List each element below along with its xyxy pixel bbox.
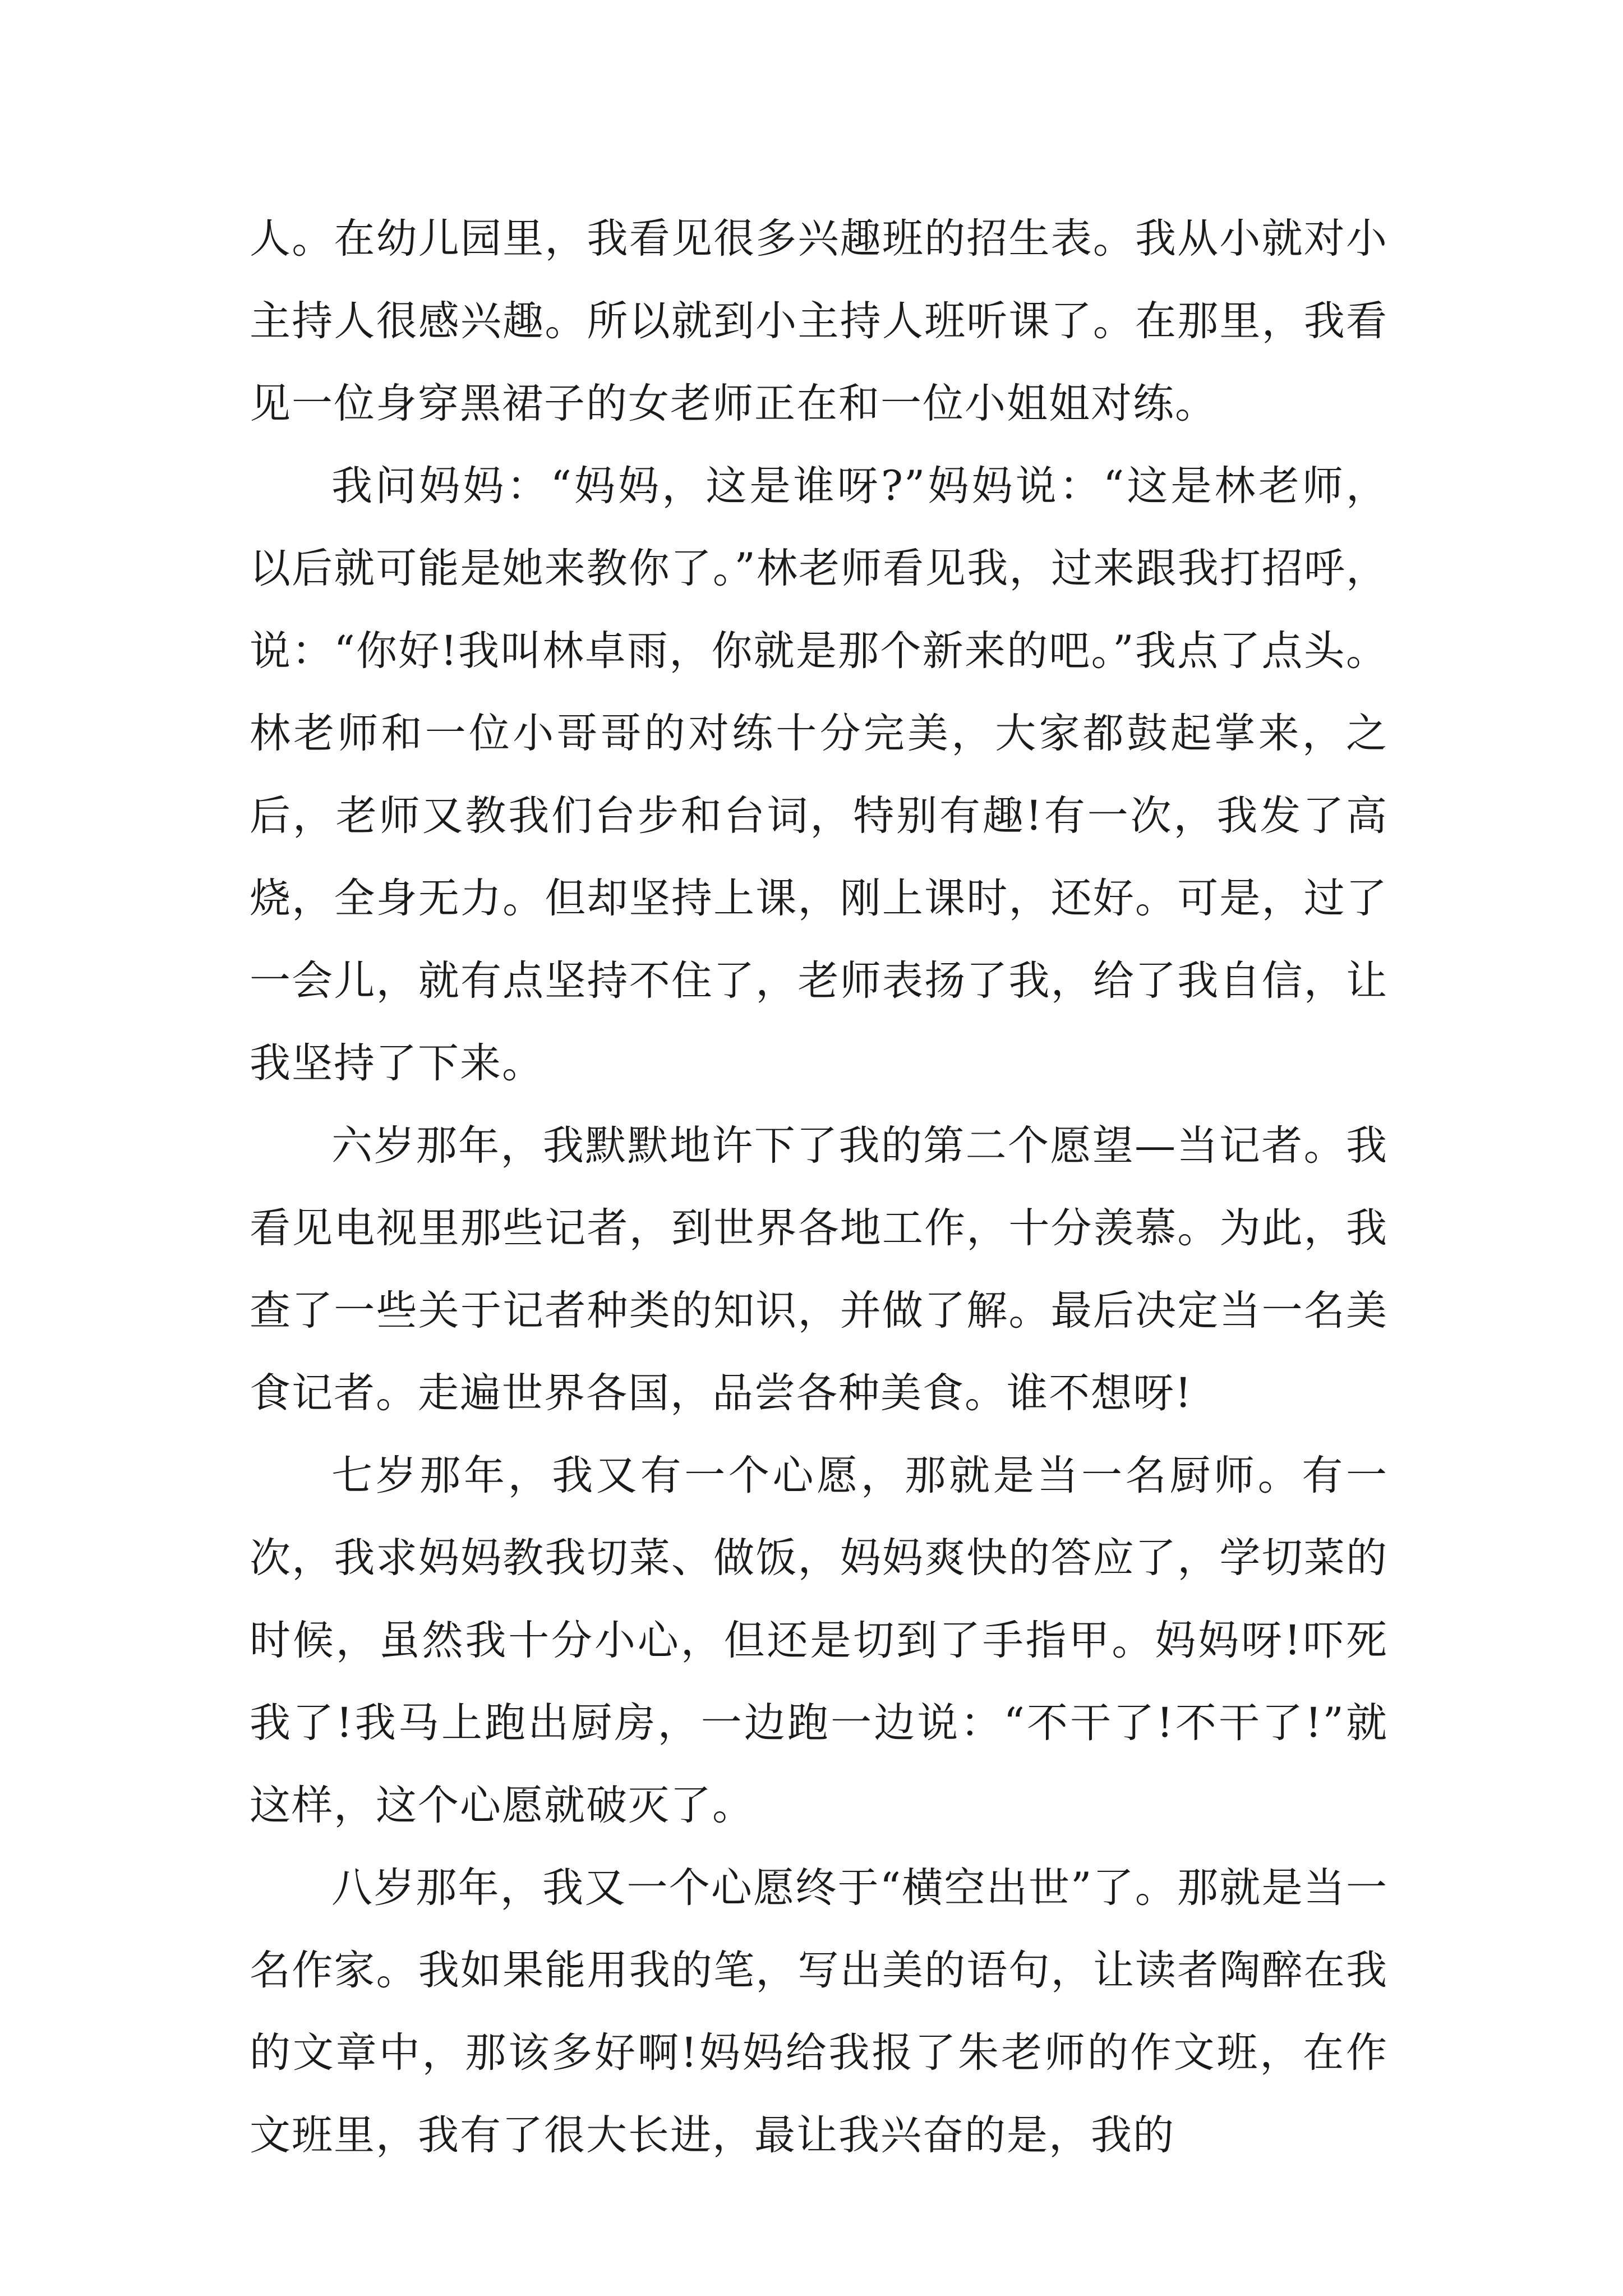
- paragraph-age-eight: 八岁那年，我又一个心愿终于“横空出世”了。那就是当一名作家。我如果能用我的笔，写出美的语句，让读者陶醉在我的文章中，那该多好啊!妈妈给我报了朱老师的作文班，在作文班里，我有了很大长进，最让我兴奋的是，我的: [250, 1864, 1388, 2159]
- paragraph-age-six: 六岁那年，我默默地许下了我的第二个愿望—当记者。我看见电视里那些记者，到世界各地工作，十分羡慕。为此，我查了一些关于记者种类的知识，并做了解。最后决定当一名美食记者。走遍世界各国，品尝各种美食。谁不想呀!: [250, 1122, 1388, 1417]
- paragraph-teacher-lin: 我问妈妈：“妈妈，这是谁呀?”妈妈说：“这是林老师，以后就可能是她来教你了。”林老师看见我，过来跟我打招呼，说：“你好!我叫林卓雨，你就是那个新来的吧。”我点了点头。林老师和一位小哥哥的对练十分完美，大家都鼓起掌来，之后，老师又教我们台步和台词，特别有趣!有一次，我发了高烧，全身无力。但却坚持上课，刚上课时，还好。可是，过了一会儿，就有点坚持不住了，老师表扬了我，给了我自信，让我坚持了下来。: [250, 462, 1388, 1087]
- paragraph-age-seven: 七岁那年，我又有一个心愿，那就是当一名厨师。有一次，我求妈妈教我切菜、做饭，妈妈爽快的答应了，学切菜的时候，虽然我十分小心，但还是切到了手指甲。妈妈呀!吓死我了!我马上跑出厨房，一边跑一边说：“不干了!不干了!”就这样，这个心愿就破灭了。: [250, 1452, 1388, 1829]
- document-body: [250, 197, 1388, 2177]
- paragraph-continuation: 人。在幼儿园里，我看见很多兴趣班的招生表。我从小就对小主持人很感兴趣。所以就到小主持人班听课了。在那里，我看见一位身穿黑裙子的女老师正在和一位小姐姐对练。: [250, 215, 1388, 427]
